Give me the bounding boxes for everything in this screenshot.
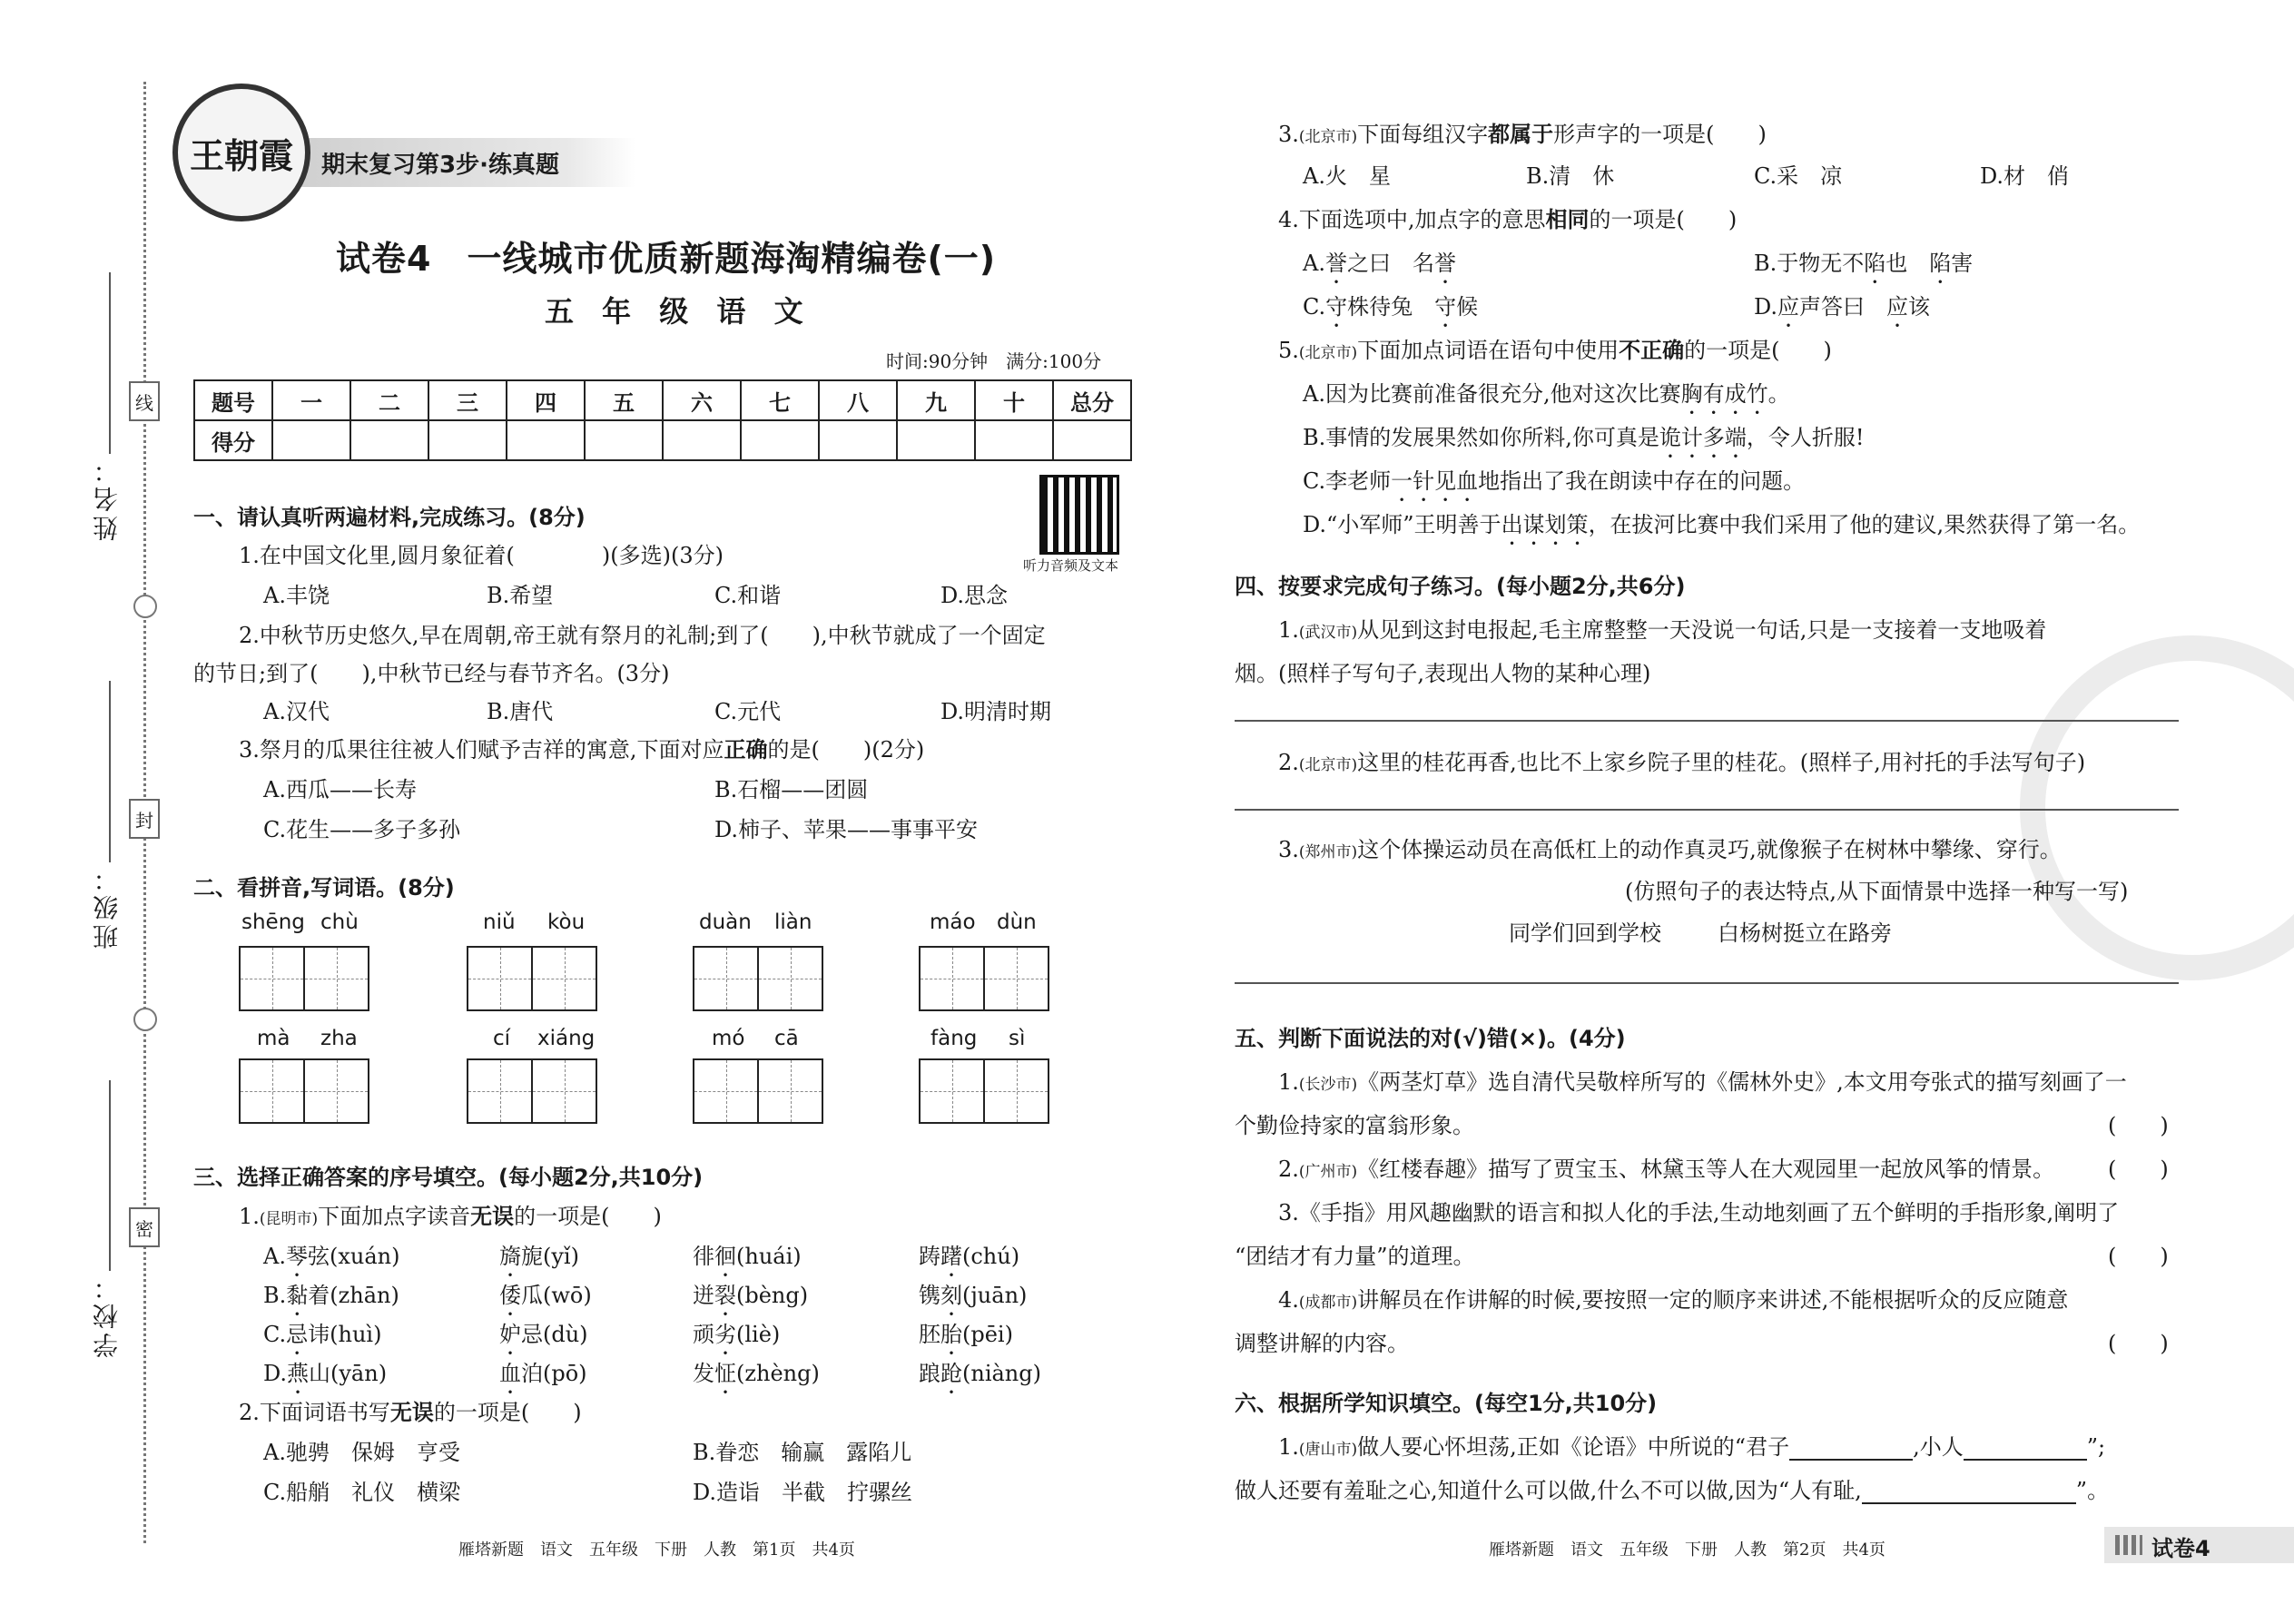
s6-q1-line2	[1235, 1472, 2109, 1504]
s3-q1-opt	[499, 1238, 579, 1282]
pinyin-6b: xiáng	[537, 1027, 596, 1050]
s4-q2-city: (北京市)	[1298, 756, 1358, 774]
opt-rest: 山(yān)	[309, 1361, 388, 1386]
s1-q2-opt-b: B.唐代	[487, 699, 554, 724]
opt-rest: 泊(pō)	[521, 1361, 587, 1386]
opt-mid: 之曰 名	[1346, 251, 1434, 276]
s3-q5-bold: 不正确	[1619, 338, 1685, 363]
opt-tail: ，在拔河比赛中我们采用了他的建议,果然获得了第一名。	[1588, 512, 2141, 537]
dotted-char: 誉	[1324, 251, 1347, 276]
answer-paren[interactable]: ( )	[2108, 1156, 2169, 1182]
pinyin-3b: liàn	[774, 910, 812, 934]
s4-q3-city: (郑州市)	[1298, 843, 1358, 861]
score-header-cell: 三	[428, 380, 507, 420]
s3-q1-opt	[919, 1316, 1013, 1360]
opt-lead: 徘	[693, 1244, 714, 1269]
s6-q1-line1: 1.(唐山市)做人要心怀坦荡,正如《论语》中所说的“君子 ,小人 ”;	[1278, 1434, 2106, 1460]
s3-q5: 5.(北京市)下面加点词语在语句中使用不正确的一项是( )	[1278, 338, 1832, 363]
s3-q2-opt-b: B.眷恋 输赢 露陷儿	[693, 1440, 912, 1465]
watermark-seal	[2020, 635, 2294, 980]
s5-q2-text: 《红楼春趣》描写了贾宝玉、林黛玉等人在大观园里一起放风筝的情景。	[1357, 1156, 2055, 1182]
dotted-char: 劣	[714, 1322, 736, 1347]
s3-q5-city: (北京市)	[1298, 344, 1358, 362]
pinyin-6a: cí	[493, 1027, 511, 1050]
opt-rest: 讳(huì)	[308, 1322, 382, 1347]
opt-rest: 忌(dù)	[521, 1322, 588, 1347]
s3-q4-opt-c	[1303, 289, 1478, 332]
dotted-char: 陷	[1864, 251, 1886, 276]
s5-q1-line1: 1.(长沙市)《两茎灯草》选自清代吴敬梓所写的《儒林外史》,本文用夸张式的描写刻画了一	[1278, 1069, 2127, 1095]
s3-q4-opt-a	[1303, 245, 1456, 289]
brand-logo-text: 王朝霞	[189, 134, 293, 176]
s3-q2-opt-c: C.船艄 礼仪 横梁	[263, 1480, 461, 1505]
dotted-char: 陷	[1929, 251, 1952, 276]
s6-q1-text-e: ”。	[2075, 1478, 2110, 1503]
writing-grid[interactable]	[919, 946, 1049, 1011]
s1-q2-opt-a: A.汉代	[263, 699, 330, 724]
s3-q2-opt-a: A.驰骋 保姆 亨受	[263, 1440, 460, 1465]
section-4-title: 四、按要求完成句子练习。(每小题2分,共6分)	[1235, 574, 1686, 599]
opt-lead: 踉	[919, 1361, 940, 1386]
s3-q2	[239, 1394, 582, 1426]
s3-q1-opt	[263, 1355, 387, 1399]
brand-logo	[172, 84, 310, 221]
footer-right: 雁塔新题 语文 五年级 下册 人教 第2页 共4页	[1489, 1540, 1885, 1560]
s4-q1-text: 从见到这封电报起,毛主席整整一天没说一句话,只是一支接着一支地吸着	[1357, 617, 2047, 643]
opt-letter: A.	[263, 1244, 286, 1269]
score-cell	[507, 420, 585, 460]
exam-badge: 试卷4	[2151, 1536, 2210, 1561]
opt-lead: 迸	[693, 1283, 714, 1308]
fill-blank[interactable]	[1789, 1459, 1913, 1461]
section-6-title: 六、根据所学知识填空。(每空1分,共10分)	[1235, 1391, 1658, 1416]
score-cell	[272, 420, 350, 460]
dotted-char: 胎	[940, 1322, 962, 1347]
score-cell	[897, 420, 975, 460]
score-header-row	[194, 380, 1131, 420]
opt-tail: 该	[1908, 294, 1931, 320]
qr-code[interactable]	[1039, 475, 1119, 555]
score-cell	[741, 420, 819, 460]
s3-q2-opt-d: D.造诣 半截 拧骡丝	[693, 1480, 913, 1505]
answer-paren[interactable]: ( )	[2108, 1331, 2169, 1356]
s3-q1-pre: 下面加点字读音	[318, 1204, 471, 1229]
opt-rest: (huái)	[736, 1244, 802, 1269]
s3-q5-opt-a	[1303, 376, 1790, 419]
s6-q1-text-d: 做人还要有羞耻之心,知道什么可以做,什么不可以做,因为“人有耻,	[1235, 1478, 1862, 1503]
score-header-cell: 八	[819, 380, 897, 420]
s3-q5-opt-d	[1303, 507, 2140, 550]
s3-q1-opt	[919, 1355, 1041, 1399]
s3-q1-bold: 无误	[470, 1204, 515, 1229]
writing-grid[interactable]	[467, 946, 597, 1011]
s3-q4	[1278, 202, 1737, 233]
score-header-cell: 题号	[194, 380, 272, 420]
dotted-phrase: 诡计多端	[1659, 425, 1747, 450]
score-table	[193, 379, 1132, 461]
answer-line[interactable]	[1235, 720, 2179, 722]
s3-q1-opt	[919, 1238, 1019, 1282]
pinyin-7a: mó	[712, 1027, 745, 1050]
s1-q2-line1: 2.中秋节历史悠久,早在周朝,帝王就有祭月的礼制;到了( ),中秋节就成了一个固定	[239, 623, 1046, 648]
section-5-title: 五、判断下面说法的对(√)错(×)。(4分)	[1235, 1026, 1626, 1051]
s3-q1-opt	[499, 1316, 588, 1360]
s1-q1-opt-d: D.思念	[940, 583, 1009, 608]
s5-q1-line2: 个勤俭持家的富翁形象。	[1235, 1113, 1474, 1138]
pinyin-4b: dùn	[997, 910, 1037, 934]
answer-line[interactable]	[1235, 982, 2179, 984]
s3-q1-opt	[499, 1277, 592, 1321]
s3-q5-post: 的一项是( )	[1684, 338, 1832, 363]
opt-lead: C.李老师	[1303, 468, 1392, 494]
writing-grid[interactable]	[239, 1058, 369, 1124]
s4-q3-choice-1: 同学们回到学校	[1509, 920, 1661, 946]
opt-mid: 株待兔	[1347, 294, 1435, 320]
score-header-cell: 七	[741, 380, 819, 420]
s4-q3: 3.(郑州市)这个体操运动员在高低杠上的动作真灵巧,就像猴子在树林中攀缘、穿行。	[1278, 837, 2062, 862]
opt-rest: (juān)	[962, 1283, 1028, 1308]
s3-q3-opt-c: C.采 凉	[1754, 163, 1843, 189]
dotted-char: 琴	[285, 1244, 308, 1269]
dotted-char: 徊	[714, 1244, 736, 1269]
class-write-line	[109, 681, 111, 862]
opt-lead: 胚	[919, 1322, 940, 1347]
opt-lead: A.	[1303, 251, 1325, 276]
opt-tail: 。	[1767, 381, 1790, 407]
s3-q2-post: 的一项是( )	[433, 1400, 582, 1425]
dotted-char: 倭	[499, 1283, 521, 1308]
dotted-char: 躇	[940, 1244, 962, 1269]
school-label: 学校：	[92, 1271, 122, 1358]
score-cell	[819, 420, 897, 460]
opt-tail: 地指出了我在朗读中存在的问题。	[1478, 468, 1806, 494]
s3-q3-opt-b: B.清 休	[1526, 163, 1615, 189]
pinyin-4a: máo	[930, 910, 976, 934]
seal-mark-2: 封	[129, 799, 160, 839]
exam-subtitle: 五 年 级 语 文	[545, 294, 812, 329]
pinyin-5a: mà	[257, 1027, 290, 1050]
s5-q3-line1: 3.《手指》用风趣幽默的语言和拟人化的手法,生动地刻画了五个鲜明的手指形象,阐明了	[1278, 1200, 2120, 1225]
s3-q1-opt	[693, 1238, 802, 1282]
answer-paren[interactable]: ( )	[2108, 1244, 2169, 1269]
answer-paren[interactable]: ( )	[2108, 1113, 2169, 1138]
pinyin-1b: chù	[320, 910, 359, 934]
score-header-cell: 一	[272, 380, 350, 420]
dotted-phrase: 一针见血	[1391, 468, 1479, 494]
s3-q4-bold: 相同	[1545, 207, 1590, 232]
s3-q3-opt-a: A.火 星	[1303, 163, 1391, 189]
pinyin-8b: sì	[1009, 1027, 1026, 1050]
pinyin-8a: fàng	[930, 1027, 978, 1050]
dotted-char: 血	[499, 1361, 521, 1386]
s3-q3-opt-d: D.材 俏	[1980, 163, 2070, 189]
s3-q3-post: 形声字的一项是( )	[1553, 122, 1767, 147]
dotted-char: 黏	[286, 1283, 309, 1308]
s1-q3	[239, 732, 924, 763]
s1-q1-opt-c: C.和谐	[714, 583, 782, 608]
s3-q1-city: (昆明市)	[259, 1210, 319, 1228]
score-cell	[975, 420, 1053, 460]
dotted-char: 守	[1434, 294, 1457, 320]
pinyin-7b: cā	[774, 1027, 799, 1050]
s3-q3-bold: 都属于	[1488, 122, 1554, 147]
s3-q1-opt	[263, 1238, 399, 1282]
opt-lead: 发	[693, 1361, 714, 1386]
s5-q4-text: 讲解员在作讲解的时候,要按照一定的顺序来讲述,不能根据听众的反应随意	[1357, 1287, 2069, 1313]
footer-left: 雁塔新题 语文 五年级 下册 人教 第1页 共4页	[458, 1540, 855, 1560]
s4-q1-city: (武汉市)	[1298, 624, 1358, 642]
seal-mark-3: 密	[129, 1207, 160, 1247]
s5-q4-line1: 4.(成都市)讲解员在作讲解的时候,要按照一定的顺序来讲述,不能根据听众的反应随意	[1278, 1287, 2069, 1313]
s6-q1-city: (唐山市)	[1298, 1441, 1358, 1459]
section-2-title: 二、看拼音,写词语。(8分)	[193, 875, 455, 901]
writing-grid[interactable]	[239, 946, 369, 1011]
s3-q3-city: (北京市)	[1298, 128, 1358, 146]
pinyin-5b: zha	[320, 1027, 358, 1050]
seal-mark-1: 线	[129, 381, 160, 421]
s3-q3-pre: 下面每组汉字	[1357, 122, 1489, 147]
dotted-char: 刻	[940, 1283, 962, 1308]
opt-lead: B.事情的发展果然如你所料,你可真是	[1303, 425, 1659, 450]
opt-rest: (bèng)	[736, 1283, 809, 1308]
writing-grid[interactable]	[693, 1058, 823, 1124]
opt-rest: 瓜(wō)	[521, 1283, 592, 1308]
s3-q1-opt	[499, 1355, 587, 1399]
s3-q3: 3.(北京市)下面每组汉字都属于形声字的一项是( )	[1278, 122, 1767, 147]
opt-rest: (liè)	[736, 1322, 781, 1347]
score-row-label: 得分	[194, 420, 272, 460]
header-band: 期末复习第3步·练真题	[290, 138, 635, 187]
s3-q4-opt-b	[1754, 245, 1973, 289]
opt-rest: (chú)	[962, 1244, 1020, 1269]
opt-letter: C.	[263, 1322, 287, 1347]
dotted-char: 守	[1325, 294, 1348, 320]
s1-q3-opt-c: C.花生——多子多孙	[263, 817, 461, 842]
opt-lead: B.于物无不	[1754, 251, 1865, 276]
score-header-cell: 五	[585, 380, 663, 420]
qr-caption: 听力音频及文本	[1023, 557, 1119, 574]
dotted-char: 怔	[714, 1361, 736, 1386]
opt-rest: (zhèng)	[736, 1361, 820, 1386]
s1-q1: 1.在中国文化里,圆月象征着( )(多选)(3分)	[239, 543, 724, 568]
class-label: 班级：	[92, 862, 122, 950]
score-header-cell: 六	[663, 380, 741, 420]
pinyin-2b: kòu	[547, 910, 586, 934]
s3-q2-pre: 2.下面词语书写	[239, 1400, 390, 1425]
school-write-line	[109, 1080, 111, 1271]
dotted-phrase: 出谋划策	[1501, 512, 1589, 537]
exam-title: 试卷4 一线城市优质新题海淘精编卷(一)	[336, 239, 997, 279]
s3-q1: 1.(昆明市)下面加点字读音无误的一项是( )	[239, 1204, 662, 1229]
opt-tail: ，令人折服!	[1746, 425, 1865, 450]
s5-q4-city: (成都市)	[1298, 1294, 1358, 1312]
dotted-char: 跄	[940, 1361, 962, 1386]
section-3-title: 三、选择正确答案的序号填空。(每小题2分,共10分)	[193, 1165, 704, 1190]
s5-q1-city: (长沙市)	[1298, 1076, 1358, 1094]
s1-q2-opt-c: C.元代	[714, 699, 782, 724]
dotted-char: 誉	[1433, 251, 1456, 276]
score-cell	[1053, 420, 1131, 460]
s3-q1-opt	[919, 1277, 1027, 1321]
opt-rest: 旎(yǐ)	[521, 1244, 579, 1269]
s5-q3-line2: “团结才有力量”的道理。	[1235, 1244, 1475, 1269]
s3-q5-pre: 下面加点词语在语句中使用	[1357, 338, 1620, 363]
s4-q3-note: (仿照句子的表达特点,从下面情景中选择一种写一写)	[1625, 879, 2129, 904]
s6-q1-text-c: ”;	[2086, 1434, 2106, 1460]
s5-q1-text: 《两茎灯草》选自清代吴敬梓所写的《儒林外史》,本文用夸张式的描写刻画了一	[1357, 1069, 2127, 1095]
exam-meta: 时间:90分钟 满分:100分	[886, 350, 1102, 372]
name-write-line	[109, 272, 111, 454]
score-cell	[350, 420, 428, 460]
s4-q1-line1: 1.(武汉市)从见到这封电报起,毛主席整整一天没说一句话,只是一支接着一支地吸着	[1278, 617, 2047, 643]
s3-q2-bold: 无误	[389, 1400, 434, 1425]
opt-rest: (pēi)	[962, 1322, 1013, 1347]
dotted-char: 应	[1886, 294, 1909, 320]
s3-q1-opt	[263, 1277, 399, 1321]
s1-q1-opt-a: A.丰饶	[263, 583, 330, 608]
dotted-char: 妒	[499, 1322, 521, 1347]
s1-q3-bold: 正确	[724, 737, 768, 763]
opt-tail: 候	[1456, 294, 1479, 320]
dotted-char: 忌	[286, 1322, 309, 1347]
score-value-row	[194, 420, 1131, 460]
opt-lead: D.	[1754, 294, 1778, 320]
dotted-char: 应	[1777, 294, 1800, 320]
opt-letter: D.	[263, 1361, 288, 1386]
opt-lead: 镌	[919, 1283, 940, 1308]
binding-hole-1	[133, 595, 157, 618]
fill-blank[interactable]	[1862, 1502, 2076, 1504]
score-header-cell: 二	[350, 380, 428, 420]
s3-q1-post: 的一项是( )	[514, 1204, 662, 1229]
section-1-title: 一、请认真听两遍材料,完成练习。(8分)	[193, 505, 586, 530]
s3-q5-opt-c	[1303, 463, 1805, 507]
pinyin-1a: shēng	[241, 910, 305, 934]
score-cell	[428, 420, 507, 460]
s1-q3-opt-d: D.柿子、苹果——事事平安	[714, 817, 979, 842]
fill-blank[interactable]	[1964, 1459, 2087, 1461]
dotted-char: 旖	[499, 1244, 521, 1269]
s3-q1-opt	[263, 1316, 381, 1360]
s1-q2-line2: 的节日;到了( ),中秋节已经与春节齐名。(3分)	[193, 661, 670, 686]
s6-q1-text-a: 做人要心怀坦荡,正如《论语》中所说的“君子	[1357, 1434, 1790, 1460]
s1-q3-post: 的是( )(2分)	[767, 737, 925, 763]
opt-lead: C.	[1303, 294, 1326, 320]
s1-q2-opt-d: D.明清时期	[940, 699, 1052, 724]
opt-tail: 害	[1951, 251, 1974, 276]
writing-grid[interactable]	[467, 1058, 597, 1124]
s3-q1-opt	[693, 1316, 780, 1360]
dotted-char: 裂	[714, 1283, 736, 1308]
s4-q3-choice-2: 白杨树挺立在路旁	[1718, 920, 1892, 946]
opt-letter: B.	[263, 1283, 287, 1308]
s5-q2-city: (广州市)	[1298, 1163, 1358, 1181]
s3-q1-opt	[693, 1277, 808, 1321]
s5-q2: 2.(广州市)《红楼春趣》描写了贾宝玉、林黛玉等人在大观园里一起放风筝的情景。	[1278, 1156, 2055, 1182]
opt-mid: 声答曰	[1799, 294, 1887, 320]
answer-line[interactable]	[1235, 809, 2179, 811]
score-cell	[663, 420, 741, 460]
opt-lead: 踌	[919, 1244, 940, 1269]
dotted-phrase: 胸有成竹	[1680, 381, 1768, 407]
s1-q3-opt-b: B.石榴——团圆	[714, 777, 869, 802]
opt-lead: D.“小军师”王明善于	[1303, 512, 1501, 537]
opt-rest: 弦(xuán)	[307, 1244, 400, 1269]
score-header-cell: 四	[507, 380, 585, 420]
s4-q1-line2: 烟。(照样子写句子,表现出人物的某种心理)	[1235, 661, 1651, 686]
s4-q2: 2.(北京市)这里的桂花再香,也比不上家乡院子里的桂花。(照样子,用衬托的手法写句子)	[1278, 750, 2086, 775]
s1-q3-opt-a: A.西瓜——长寿	[263, 777, 417, 802]
binding-hole-2	[133, 1008, 157, 1031]
pinyin-3a: duàn	[699, 910, 752, 934]
s4-q3-text: 这个体操运动员在高低杠上的动作真灵巧,就像猴子在树林中攀缘、穿行。	[1357, 837, 2062, 862]
name-label: 姓名：	[92, 454, 122, 541]
pinyin-2a: niǔ	[483, 910, 516, 934]
s3-q4-post: 的一项是( )	[1589, 207, 1738, 232]
score-header-cell: 十	[975, 380, 1053, 420]
s3-q4-pre: 4.下面选项中,加点字的意思	[1278, 207, 1546, 232]
opt-lead: A.因为比赛前准备很充分,他对这次比赛	[1303, 381, 1681, 407]
s3-q1-opt	[693, 1355, 820, 1399]
opt-rest: 着(zhān)	[308, 1283, 399, 1308]
stripes-icon	[2115, 1535, 2142, 1555]
opt-mid: 也	[1885, 251, 1930, 276]
s5-q4-line2: 调整讲解的内容。	[1235, 1331, 1409, 1356]
writing-grid[interactable]	[919, 1058, 1049, 1124]
s3-q4-opt-d	[1754, 289, 1930, 332]
opt-rest: (niàng)	[962, 1361, 1041, 1386]
s1-q1-opt-b: B.希望	[487, 583, 554, 608]
s1-q3-pre: 3.祭月的瓜果往往被人们赋予吉祥的寓意,下面对应	[239, 737, 724, 763]
opt-lead: 顽	[693, 1322, 714, 1347]
score-cell	[585, 420, 663, 460]
writing-grid[interactable]	[693, 946, 823, 1011]
s6-q1-text-b: ,小人	[1913, 1434, 1964, 1460]
s4-q2-text: 这里的桂花再香,也比不上家乡院子里的桂花。(照样子,用衬托的手法写句子)	[1357, 750, 2086, 775]
score-header-cell: 总分	[1053, 380, 1131, 420]
dotted-char: 燕	[287, 1361, 310, 1386]
s3-q5-opt-b	[1303, 419, 1865, 463]
score-header-cell: 九	[897, 380, 975, 420]
